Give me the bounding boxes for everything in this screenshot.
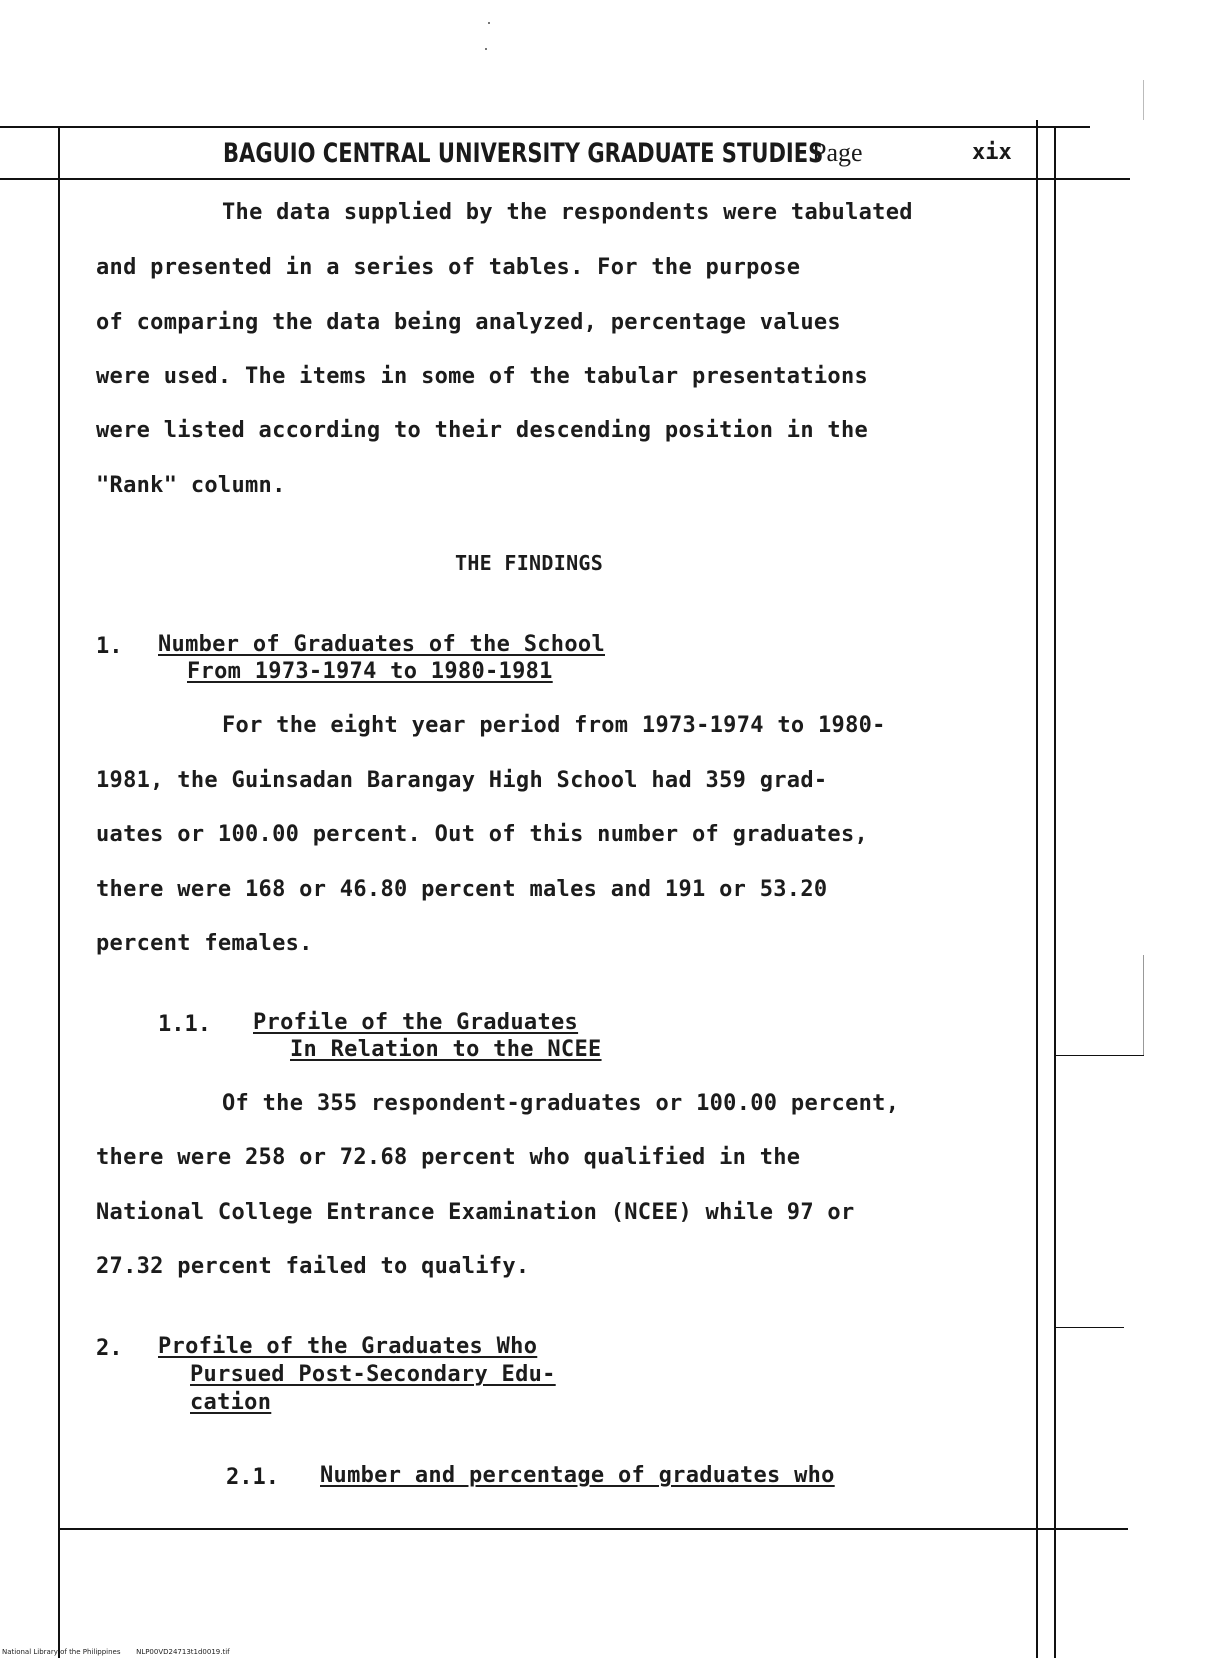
paragraph-line: uates or 100.00 percent. Out of this number of graduates,: [96, 822, 869, 847]
intro-line: "Rank" column.: [96, 473, 286, 498]
section-title: Pursued Post-Secondary Edu-: [190, 1362, 556, 1387]
intro-line: The data supplied by the respondents were tabulated: [222, 200, 913, 225]
intro-line: were listed according to their descending position in the: [96, 418, 869, 443]
library-name: National Library of the Philippines: [2, 1648, 121, 1656]
left-margin-rule: [58, 126, 60, 1658]
bottom-horizontal-rule: [58, 1528, 1128, 1530]
section-title: Number and percentage of graduates who: [320, 1463, 835, 1488]
paragraph-line: there were 258 or 72.68 percent who qualified in the: [96, 1145, 801, 1170]
page-header: [60, 130, 1040, 178]
right-tick-rule-1: [1054, 1055, 1144, 1056]
intro-line: and presented in a series of tables. For the purpose: [96, 255, 801, 280]
intro-line: were used. The items in some of the tabular presentations: [96, 364, 869, 389]
scan-speck: [485, 48, 487, 50]
section-number: 2.: [96, 1336, 123, 1361]
paragraph-line: National College Entrance Examination (NCEE) while 97 or: [96, 1200, 855, 1225]
scan-speck: [488, 22, 490, 24]
page-number: xix: [972, 140, 1012, 165]
section-title: In Relation to the NCEE: [290, 1037, 602, 1062]
paragraph-line: For the eight year period from 1973-1974 to 1980-: [222, 713, 886, 738]
right-tick-rule-2: [1054, 1327, 1124, 1328]
section-title: From 1973-1974 to 1980-1981: [187, 659, 553, 684]
findings-heading: THE FINDINGS: [455, 551, 604, 575]
section-number: 1.1.: [158, 1012, 211, 1037]
paragraph-line: 1981, the Guinsadan Barangay High School had 359 grad-: [96, 768, 828, 793]
right-faint-vertical-top: [1143, 80, 1144, 120]
paragraph-line: 27.32 percent failed to qualify.: [96, 1254, 530, 1279]
library-footer: [2, 1648, 230, 1656]
header-bottom-rule: [0, 178, 1130, 180]
top-horizontal-rule: [0, 126, 1090, 128]
section-title: Profile of the Graduates Who: [158, 1334, 538, 1359]
paragraph-line: Of the 355 respondent-graduates or 100.00 percent,: [222, 1091, 900, 1116]
section-title: cation: [190, 1390, 272, 1415]
intro-line: of comparing the data being analyzed, percentage values: [96, 310, 841, 335]
right-edge-rule: [1054, 126, 1056, 1658]
section-title: Number of Graduates of the School: [158, 632, 605, 657]
page-label: Page: [812, 138, 863, 167]
right-margin-rule: [1036, 120, 1038, 1658]
university-title: BAGUIO CENTRAL UNIVERSITY GRADUATE STUDIES: [223, 138, 824, 169]
paragraph-line: percent females.: [96, 931, 313, 956]
section-title: Profile of the Graduates: [253, 1010, 579, 1035]
file-name: NLP00VD24713t1d0019.tif: [136, 1648, 230, 1656]
paragraph-line: there were 168 or 46.80 percent males and 191 or 53.20: [96, 877, 828, 902]
right-faint-vertical: [1143, 955, 1144, 1055]
section-number: 1.: [96, 634, 123, 659]
section-number: 2.1.: [226, 1465, 279, 1490]
